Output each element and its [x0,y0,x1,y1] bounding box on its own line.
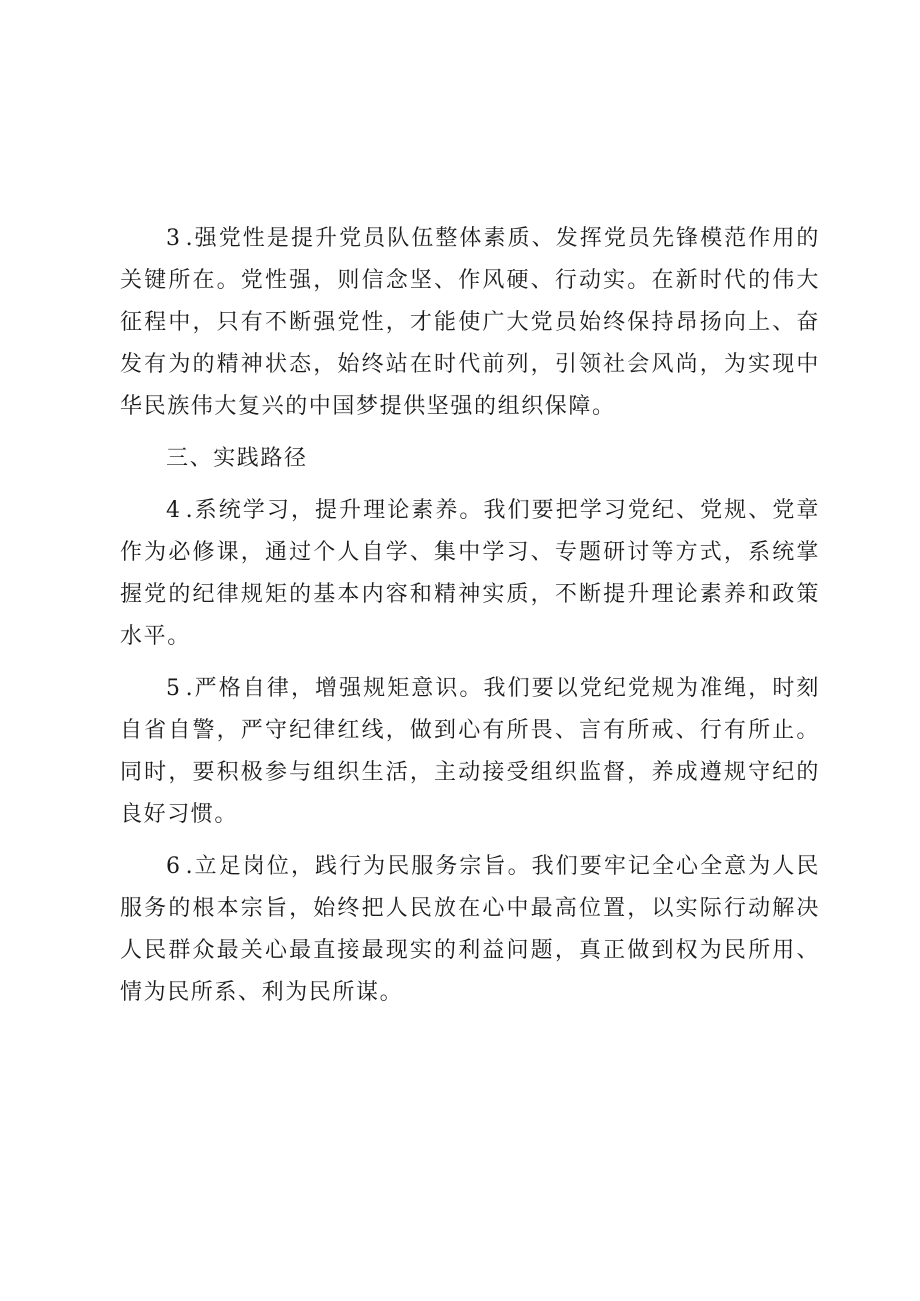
paragraph-6 [120,846,820,1014]
paragraph-number: 5 [166,676,182,701]
paragraph-3 [120,218,820,428]
document-body [120,218,820,1014]
paragraph-text: .强党性是提升党员队伍整体素质、发挥党员先锋模范作用的关键所在。党性强，则信念坚、作风硬、行动实。在新时代的伟大征程中，只有不断强党性，才能使广大党员始终保持昂扬向上、奋发有为的精神状态，始终站在时代前列，引领社会风尚，为实现中华民族伟大复兴的中国梦提供坚强的组织保障。 [120,226,820,419]
paragraph-text: .立足岗位，践行为民服务宗旨。我们要牢记全心全意为人民服务的根本宗旨，始终把人民放在心中最高位置，以实际行动解决人民群众最关心最直接最现实的利益问题，真正做到权为民所用、情为民所系、利为民所谋。 [120,854,820,1005]
paragraph-number: 4 [166,498,182,523]
paragraph-number: 3 [166,226,182,251]
paragraph-text: .严格自律，增强规矩意识。我们要以党纪党规为准绳，时刻自省自警，严守纪律红线，做到心有所畏、言有所戒、行有所止。同时，要积极参与组织生活，主动接受组织监督，养成遵规守纪的良好习惯。 [120,676,820,827]
paragraph-number: 6 [166,854,182,879]
paragraph-4 [120,490,820,658]
section-heading: 三、实践路径 [166,446,308,471]
paragraph-text: .系统学习，提升理论素养。我们要把学习党纪、党规、党章作为必修课，通过个人自学、集中学习、专题研讨等方式，系统掌握党的纪律规矩的基本内容和精神实质，不断提升理论素养和政策水平。 [120,498,820,649]
paragraph-5 [120,668,820,836]
